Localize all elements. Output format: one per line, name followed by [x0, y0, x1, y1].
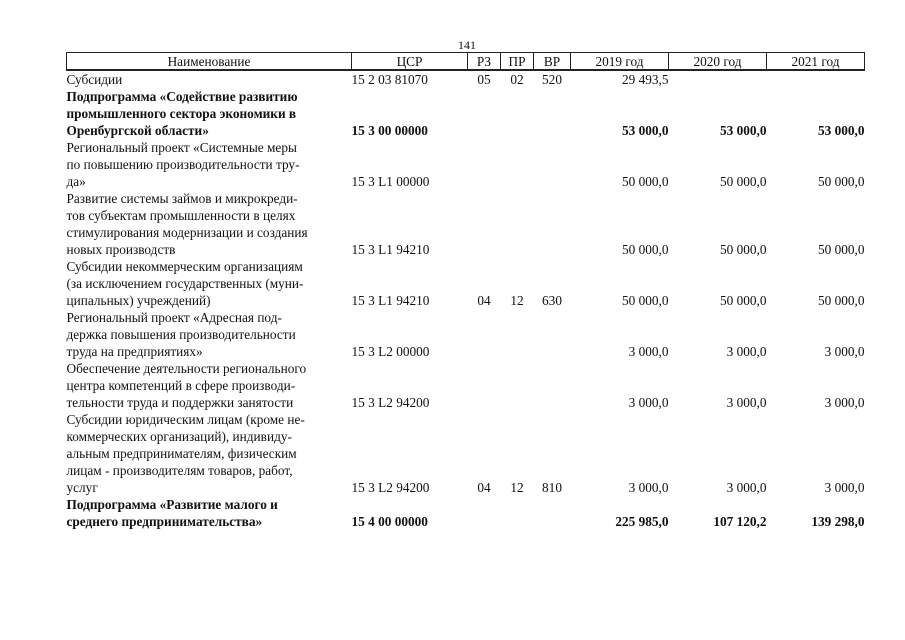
- row-2021: 3 000,0: [824, 344, 865, 359]
- row-2019: 50 000,0: [621, 174, 669, 189]
- row-rz: [468, 88, 501, 139]
- row-name: Подпрограмма «Содействие развитию промышленного сектора экономики в Оренбургской области»: [66, 89, 298, 138]
- row-pr: 12: [510, 480, 524, 495]
- budget-table: [66, 52, 865, 530]
- table-row: [67, 496, 865, 530]
- row-2019: 50 000,0: [621, 242, 669, 257]
- row-rz: [468, 309, 501, 360]
- row-rz: 04: [477, 293, 491, 308]
- row-csr: 15 3 L2 94200: [351, 395, 430, 410]
- row-pr: [501, 360, 534, 411]
- row-name: Развитие системы займов и микрокреди- тов субъектам промышленности в целях стимулирования модернизации и создания новых производств: [66, 191, 308, 257]
- row-2021: 3 000,0: [824, 395, 865, 410]
- row-name: Субсидии некоммерческим организациям (за исключением государственных (муни- ципальных) учреждений): [66, 259, 304, 308]
- row-vr: [534, 496, 571, 530]
- row-csr: 15 3 L1 00000: [351, 174, 430, 189]
- header-2020: 2020 год: [669, 53, 767, 71]
- row-rz: [468, 496, 501, 530]
- row-2020: 50 000,0: [719, 293, 767, 308]
- row-vr: 810: [542, 480, 562, 495]
- row-csr: 15 3 L2 00000: [351, 344, 430, 359]
- row-2020: 50 000,0: [719, 174, 767, 189]
- table-row: [67, 360, 865, 411]
- row-csr: 15 3 00 00000: [351, 123, 428, 138]
- header-pr: ПР: [501, 53, 534, 71]
- row-vr: [534, 309, 571, 360]
- table-body: [67, 70, 865, 530]
- header-2021: 2021 год: [767, 53, 865, 71]
- row-pr: [501, 309, 534, 360]
- table-header-row: [67, 53, 865, 71]
- table-row: [67, 258, 865, 309]
- row-2021: 50 000,0: [817, 174, 865, 189]
- row-2019: 53 000,0: [621, 123, 669, 138]
- row-csr: 15 3 L1 94210: [351, 242, 430, 257]
- row-2020: 107 120,2: [713, 514, 767, 529]
- table-row: [67, 190, 865, 258]
- row-vr: [534, 88, 571, 139]
- row-2019: 3 000,0: [628, 344, 669, 359]
- row-2020: 3 000,0: [726, 344, 767, 359]
- row-2021: 139 298,0: [811, 514, 865, 529]
- row-2019: 50 000,0: [621, 293, 669, 308]
- row-csr: 15 2 03 81070: [351, 72, 428, 87]
- row-2019: 3 000,0: [628, 395, 669, 410]
- header-vr: ВР: [534, 53, 571, 71]
- row-2020: [669, 70, 767, 88]
- row-name: Региональный проект «Системные меры по повышению производительности тру- да»: [66, 140, 300, 189]
- row-pr: [501, 496, 534, 530]
- row-pr: 02: [510, 72, 524, 87]
- page-number: 141: [458, 38, 476, 52]
- header-2019: 2019 год: [571, 53, 669, 71]
- row-csr: 15 3 L2 94200: [351, 480, 430, 495]
- row-rz: 05: [477, 72, 491, 87]
- table-row: [67, 411, 865, 496]
- table-row: [67, 309, 865, 360]
- row-2020: 50 000,0: [719, 242, 767, 257]
- header-rz: РЗ: [468, 53, 501, 71]
- table-row: [67, 139, 865, 190]
- row-csr: 15 3 L1 94210: [351, 293, 430, 308]
- row-2021: 53 000,0: [817, 123, 865, 138]
- row-2019: 225 985,0: [615, 514, 669, 529]
- row-pr: [501, 190, 534, 258]
- row-vr: 630: [542, 293, 562, 308]
- row-pr: [501, 139, 534, 190]
- row-vr: 520: [542, 72, 562, 87]
- row-vr: [534, 190, 571, 258]
- table-row: [67, 88, 865, 139]
- row-2021: 3 000,0: [824, 480, 865, 495]
- row-name: Субсидии: [66, 72, 123, 87]
- row-pr: [501, 88, 534, 139]
- row-name: Региональный проект «Адресная под- держка повышения производительности труда на предприятиях»: [66, 310, 296, 359]
- table-row: [67, 70, 865, 88]
- row-2019: 3 000,0: [628, 480, 669, 495]
- row-2021: 50 000,0: [817, 242, 865, 257]
- row-2020: 3 000,0: [726, 480, 767, 495]
- row-2021: [767, 70, 865, 88]
- row-2021: 50 000,0: [817, 293, 865, 308]
- header-name: Наименование: [67, 53, 352, 71]
- row-rz: [468, 360, 501, 411]
- row-2020: 3 000,0: [726, 395, 767, 410]
- row-rz: [468, 139, 501, 190]
- row-rz: [468, 190, 501, 258]
- row-rz: 04: [477, 480, 491, 495]
- row-csr: 15 4 00 00000: [351, 514, 428, 529]
- row-2020: 53 000,0: [719, 123, 767, 138]
- row-pr: 12: [510, 293, 524, 308]
- row-2019: 29 493,5: [621, 72, 669, 87]
- row-vr: [534, 139, 571, 190]
- row-vr: [534, 360, 571, 411]
- row-name: Подпрограмма «Развитие малого и среднего предпринимательства»: [66, 497, 278, 529]
- header-csr: ЦСР: [352, 53, 468, 71]
- row-name: Субсидии юридическим лицам (кроме не- коммерческих организаций), индивиду- альным предпринимателям, физическим лицам - производителям товаров, работ, услуг: [66, 412, 305, 495]
- row-name: Обеспечение деятельности регионального центра компетенций в сфере производи- тельности труда и поддержки занятости: [66, 361, 307, 410]
